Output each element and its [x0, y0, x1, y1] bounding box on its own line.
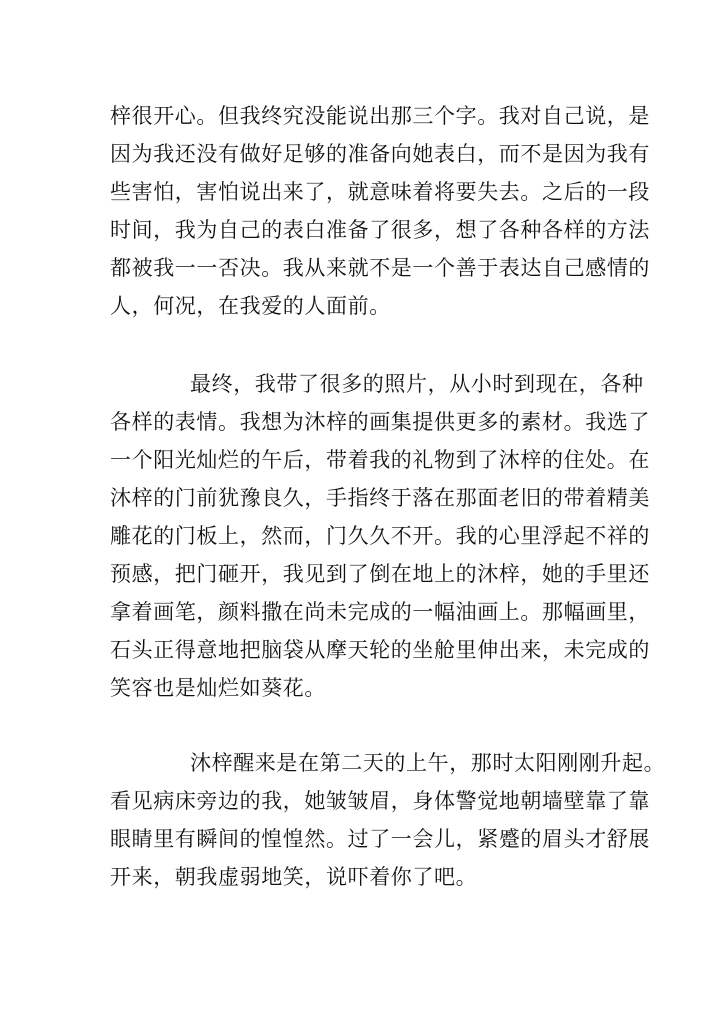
paragraph-line: 都被我一一否决。我从来就不是一个善于表达自己感情的 — [110, 256, 650, 280]
paragraph-line: 一个阳光灿烂的午后，带着我的礼物到了沐梓的住处。在 — [110, 448, 650, 472]
paragraph-line: 雕花的门板上，然而，门久久不开。我的心里浮起不祥的 — [110, 524, 650, 548]
paragraph-1 — [110, 97, 650, 325]
paragraph-first-line: 沐梓醒来是在第二天的上午，那时太阳刚刚升起。 — [190, 751, 666, 775]
paragraph-line: 各样的表情。我想为沐梓的画集提供更多的素材。我选了 — [110, 410, 650, 434]
paragraph-first-line: 最终，我带了很多的照片，从小时到现在，各种 — [190, 372, 644, 396]
paragraph-line: 些害怕，害怕说出来了，就意味着将要失去。之后的一段 — [110, 180, 650, 204]
paragraph-line: 拿着画笔，颜料撒在尚未完成的一幅油画上。那幅画里， — [110, 600, 650, 624]
paragraph-line: 开来，朝我虚弱地笑，说吓着你了吧。 — [110, 865, 478, 889]
paragraph-line: 时间，我为自己的表白准备了很多，想了各种各样的方法 — [110, 218, 650, 242]
paragraph-line: 人，何况，在我爱的人面前。 — [110, 294, 391, 318]
paragraph-line: 沐梓的门前犹豫良久，手指终于落在那面老旧的带着精美 — [110, 486, 650, 510]
paragraph-2 — [110, 365, 650, 707]
paragraph-line: 笑容也是灿烂如葵花。 — [110, 676, 326, 700]
paragraph-line: 眼睛里有瞬间的惶惶然。过了一会儿，紧蹙的眉头才舒展 — [110, 827, 650, 851]
paragraph-3 — [110, 744, 666, 896]
paragraph-line: 看见病床旁边的我，她皱皱眉，身体警觉地朝墙壁靠了靠 — [110, 789, 650, 813]
paragraph-line: 石头正得意地把脑袋从摩天轮的坐舱里伸出来，未完成的 — [110, 638, 650, 662]
paragraph-line: 梓很开心。但我终究没能说出那三个字。我对自己说，是 — [110, 104, 650, 128]
paragraph-line: 预感，把门砸开，我见到了倒在地上的沐梓，她的手里还 — [110, 562, 650, 586]
paragraph-line: 因为我还没有做好足够的准备向她表白，而不是因为我有 — [110, 142, 650, 166]
